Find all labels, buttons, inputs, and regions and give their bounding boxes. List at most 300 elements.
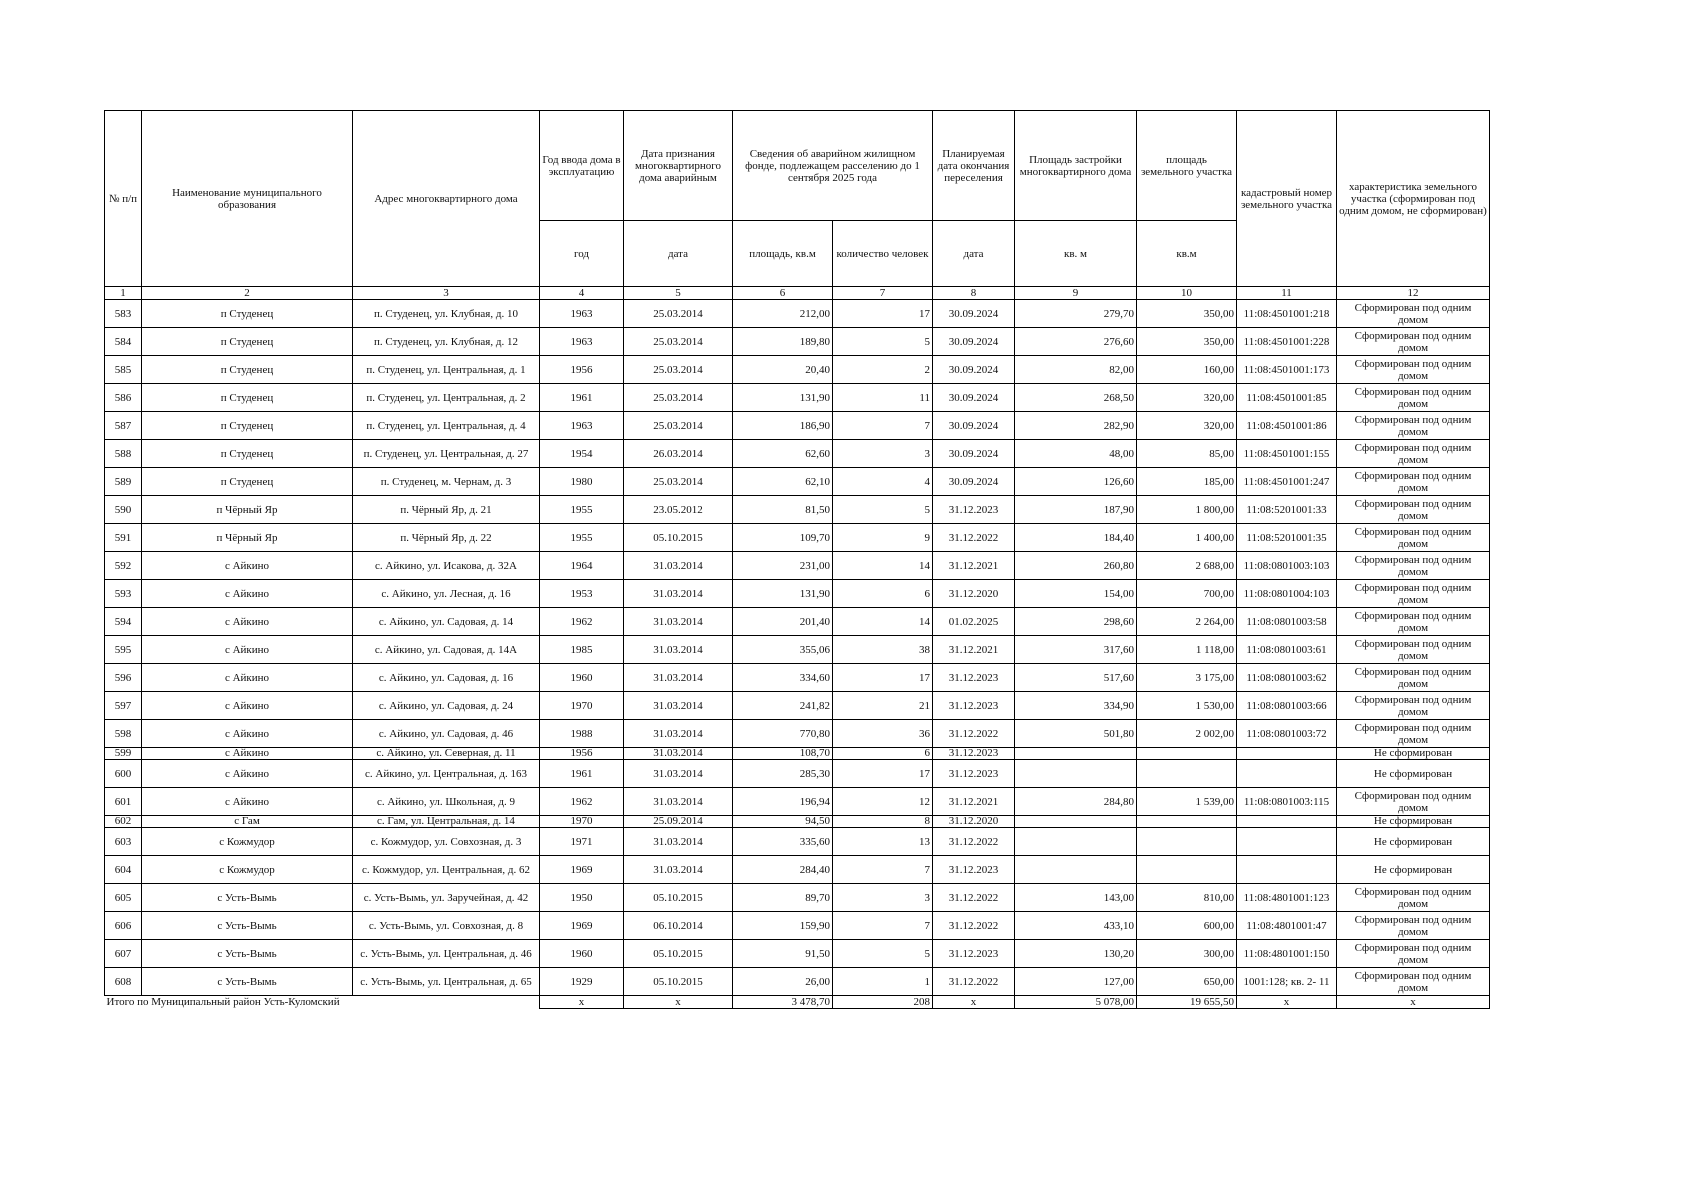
column-number: 7: [833, 287, 933, 300]
people-cell: 5: [833, 328, 933, 356]
land-area-cell: 320,00: [1137, 384, 1237, 412]
planned-date-cell: 31.12.2022: [933, 524, 1015, 552]
land-area-cell: 2 688,00: [1137, 552, 1237, 580]
cadastral-cell: 11:08:4501001:86: [1237, 412, 1337, 440]
planned-date-cell: 31.12.2021: [933, 788, 1015, 816]
table-row: [105, 884, 1490, 912]
planned-date-cell: 30.09.2024: [933, 412, 1015, 440]
municipality-cell: с Айкино: [142, 580, 353, 608]
emergency-date-cell: 25.03.2014: [624, 356, 733, 384]
people-cell: 3: [833, 884, 933, 912]
cadastral-cell: 11:08:0801003:103: [1237, 552, 1337, 580]
cadastral-cell: 11:08:0801003:66: [1237, 692, 1337, 720]
cadastral-cell: [1237, 748, 1337, 760]
building-area-cell: 282,90: [1015, 412, 1137, 440]
column-number: 6: [733, 287, 833, 300]
people-cell: 7: [833, 856, 933, 884]
people-cell: 38: [833, 636, 933, 664]
land-area-cell: [1137, 828, 1237, 856]
row-number: 605: [105, 884, 142, 912]
building-area-cell: 187,90: [1015, 496, 1137, 524]
table-row: [105, 328, 1490, 356]
planned-date-cell: 31.12.2023: [933, 692, 1015, 720]
address-cell: п. Чёрный Яр, д. 21: [353, 496, 540, 524]
planned-date-cell: 31.12.2022: [933, 884, 1015, 912]
area-cell: 94,50: [733, 816, 833, 828]
table-row: [105, 664, 1490, 692]
people-cell: 3: [833, 440, 933, 468]
year-cell: 1963: [540, 412, 624, 440]
year-cell: 1960: [540, 940, 624, 968]
land-characteristic-cell: Сформирован под одним домом: [1337, 496, 1490, 524]
people-cell: 17: [833, 760, 933, 788]
people-cell: 2: [833, 356, 933, 384]
table-row: [105, 856, 1490, 884]
land-characteristic-cell: Сформирован под одним домом: [1337, 968, 1490, 996]
municipality-cell: п Студенец: [142, 440, 353, 468]
land-area-cell: [1137, 760, 1237, 788]
row-number: 599: [105, 748, 142, 760]
emergency-date-cell: 31.03.2014: [624, 636, 733, 664]
area-cell: 212,00: [733, 300, 833, 328]
people-cell: 14: [833, 608, 933, 636]
cadastral-cell: 11:08:4801001:47: [1237, 912, 1337, 940]
address-cell: с. Айкино, ул. Школьная, д. 9: [353, 788, 540, 816]
total-row: [105, 996, 1490, 1009]
table-row: [105, 816, 1490, 828]
municipality-cell: с Айкино: [142, 748, 353, 760]
row-number: 600: [105, 760, 142, 788]
table-row: [105, 468, 1490, 496]
people-cell: 21: [833, 692, 933, 720]
total-people-cell: 208: [833, 996, 933, 1009]
year-cell: 1970: [540, 692, 624, 720]
address-cell: с. Айкино, ул. Садовая, д. 14А: [353, 636, 540, 664]
area-cell: 20,40: [733, 356, 833, 384]
total-area-cell: 3 478,70: [733, 996, 833, 1009]
year-cell: 1980: [540, 468, 624, 496]
table-row: [105, 412, 1490, 440]
people-cell: 12: [833, 788, 933, 816]
building-area-cell: 48,00: [1015, 440, 1137, 468]
area-cell: 770,80: [733, 720, 833, 748]
land-characteristic-cell: Сформирован под одним домом: [1337, 356, 1490, 384]
address-cell: п. Студенец, ул. Центральная, д. 2: [353, 384, 540, 412]
area-cell: 231,00: [733, 552, 833, 580]
land-area-cell: [1137, 748, 1237, 760]
land-characteristic-cell: Сформирован под одним домом: [1337, 720, 1490, 748]
row-number: 603: [105, 828, 142, 856]
year-cell: 1970: [540, 816, 624, 828]
land-area-cell: 160,00: [1137, 356, 1237, 384]
area-cell: 109,70: [733, 524, 833, 552]
table-row: [105, 608, 1490, 636]
header-land-area: площадь земельного участка: [1137, 111, 1237, 221]
emergency-date-cell: 31.03.2014: [624, 828, 733, 856]
land-characteristic-cell: Не сформирован: [1337, 816, 1490, 828]
row-number: 602: [105, 816, 142, 828]
row-number: 585: [105, 356, 142, 384]
address-cell: с. Кожмудор, ул. Центральная, д. 62: [353, 856, 540, 884]
cadastral-cell: 11:08:5201001:35: [1237, 524, 1337, 552]
land-characteristic-cell: Сформирован под одним домом: [1337, 524, 1490, 552]
total-char-cell: x: [1337, 996, 1490, 1009]
total-land-cell: 19 655,50: [1137, 996, 1237, 1009]
people-cell: 8: [833, 816, 933, 828]
municipality-cell: п Студенец: [142, 384, 353, 412]
year-cell: 1988: [540, 720, 624, 748]
municipality-cell: с Усть-Вымь: [142, 968, 353, 996]
municipality-cell: с Кожмудор: [142, 856, 353, 884]
municipality-cell: с Айкино: [142, 788, 353, 816]
address-cell: п. Студенец, ул. Клубная, д. 10: [353, 300, 540, 328]
unit-plan-date: дата: [933, 221, 1015, 287]
land-characteristic-cell: Сформирован под одним домом: [1337, 300, 1490, 328]
header-municipality: Наименование муниципального образования: [142, 111, 353, 287]
emergency-date-cell: 25.03.2014: [624, 384, 733, 412]
total-label: Итого по Муниципальный район Усть-Куломский: [105, 996, 540, 1009]
emergency-date-cell: 26.03.2014: [624, 440, 733, 468]
building-area-cell: 501,80: [1015, 720, 1137, 748]
land-area-cell: 85,00: [1137, 440, 1237, 468]
table-row: [105, 720, 1490, 748]
emergency-date-cell: 31.03.2014: [624, 692, 733, 720]
cadastral-cell: 11:08:0801003:115: [1237, 788, 1337, 816]
unit-land-area: кв.м: [1137, 221, 1237, 287]
cadastral-cell: 11:08:5201001:33: [1237, 496, 1337, 524]
municipality-cell: п Студенец: [142, 300, 353, 328]
address-cell: с. Усть-Вымь, ул. Центральная, д. 65: [353, 968, 540, 996]
row-number: 592: [105, 552, 142, 580]
land-characteristic-cell: Сформирован под одним домом: [1337, 884, 1490, 912]
year-cell: 1954: [540, 440, 624, 468]
municipality-cell: п Студенец: [142, 328, 353, 356]
building-area-cell: 126,60: [1015, 468, 1137, 496]
land-area-cell: 3 175,00: [1137, 664, 1237, 692]
building-area-cell: 268,50: [1015, 384, 1137, 412]
land-area-cell: 320,00: [1137, 412, 1237, 440]
header-year-built: Год ввода дома в эксплуатацию: [540, 111, 624, 221]
cadastral-cell: [1237, 828, 1337, 856]
land-characteristic-cell: Сформирован под одним домом: [1337, 580, 1490, 608]
cadastral-cell: 11:08:0801003:62: [1237, 664, 1337, 692]
building-area-cell: 127,00: [1015, 968, 1137, 996]
row-number: 583: [105, 300, 142, 328]
emergency-date-cell: 05.10.2015: [624, 940, 733, 968]
emergency-date-cell: 06.10.2014: [624, 912, 733, 940]
building-area-cell: 433,10: [1015, 912, 1137, 940]
year-cell: 1961: [540, 760, 624, 788]
municipality-cell: с Айкино: [142, 608, 353, 636]
land-characteristic-cell: Сформирован под одним домом: [1337, 636, 1490, 664]
address-cell: с. Айкино, ул. Центральная, д. 163: [353, 760, 540, 788]
area-cell: 334,60: [733, 664, 833, 692]
people-cell: 7: [833, 912, 933, 940]
cadastral-cell: 11:08:4501001:228: [1237, 328, 1337, 356]
area-cell: 241,82: [733, 692, 833, 720]
row-number: 589: [105, 468, 142, 496]
building-area-cell: 517,60: [1015, 664, 1137, 692]
cadastral-cell: 11:08:4501001:247: [1237, 468, 1337, 496]
year-cell: 1960: [540, 664, 624, 692]
emergency-date-cell: 05.10.2015: [624, 524, 733, 552]
land-characteristic-cell: Сформирован под одним домом: [1337, 664, 1490, 692]
land-area-cell: 1 539,00: [1137, 788, 1237, 816]
column-number: 4: [540, 287, 624, 300]
planned-date-cell: 30.09.2024: [933, 356, 1015, 384]
emergency-housing-table: [104, 110, 1490, 1009]
total-cad-cell: x: [1237, 996, 1337, 1009]
emergency-date-cell: 23.05.2012: [624, 496, 733, 524]
cadastral-cell: 11:08:0801004:103: [1237, 580, 1337, 608]
row-number: 597: [105, 692, 142, 720]
area-cell: 91,50: [733, 940, 833, 968]
table-row: [105, 692, 1490, 720]
land-area-cell: 1 530,00: [1137, 692, 1237, 720]
people-cell: 1: [833, 968, 933, 996]
land-area-cell: 1 118,00: [1137, 636, 1237, 664]
planned-date-cell: 31.12.2023: [933, 856, 1015, 884]
table-row: [105, 760, 1490, 788]
building-area-cell: 276,60: [1015, 328, 1137, 356]
people-cell: 13: [833, 828, 933, 856]
table-row: [105, 356, 1490, 384]
table-row: [105, 940, 1490, 968]
row-number: 587: [105, 412, 142, 440]
unit-building-area: кв. м: [1015, 221, 1137, 287]
unit-area: площадь, кв.м: [733, 221, 833, 287]
land-characteristic-cell: Сформирован под одним домом: [1337, 384, 1490, 412]
planned-date-cell: 31.12.2021: [933, 636, 1015, 664]
row-number: 591: [105, 524, 142, 552]
address-cell: с. Айкино, ул. Северная, д. 11: [353, 748, 540, 760]
address-cell: п. Студенец, ул. Центральная, д. 4: [353, 412, 540, 440]
address-cell: с. Усть-Вымь, ул. Центральная, д. 46: [353, 940, 540, 968]
planned-date-cell: 01.02.2025: [933, 608, 1015, 636]
land-characteristic-cell: Сформирован под одним домом: [1337, 692, 1490, 720]
people-cell: 5: [833, 496, 933, 524]
address-cell: с. Айкино, ул. Исакова, д. 32А: [353, 552, 540, 580]
table-row: [105, 524, 1490, 552]
emergency-date-cell: 31.03.2014: [624, 608, 733, 636]
year-cell: 1971: [540, 828, 624, 856]
people-cell: 4: [833, 468, 933, 496]
table-row: [105, 552, 1490, 580]
area-cell: 196,94: [733, 788, 833, 816]
area-cell: 26,00: [733, 968, 833, 996]
table-row: [105, 788, 1490, 816]
table-row: [105, 636, 1490, 664]
building-area-cell: 184,40: [1015, 524, 1137, 552]
cadastral-cell: 11:08:0801003:58: [1237, 608, 1337, 636]
table-row: [105, 748, 1490, 760]
land-characteristic-cell: Сформирован под одним домом: [1337, 608, 1490, 636]
address-cell: с. Айкино, ул. Садовая, д. 14: [353, 608, 540, 636]
header-emergency-fund: Сведения об аварийном жилищном фонде, подлежащем расселению до 1 сентября 2025 года: [733, 111, 933, 221]
table-row: [105, 580, 1490, 608]
people-cell: 7: [833, 412, 933, 440]
building-area-cell: 284,80: [1015, 788, 1137, 816]
municipality-cell: п Чёрный Яр: [142, 496, 353, 524]
planned-date-cell: 31.12.2023: [933, 496, 1015, 524]
header-address: Адрес многоквартирного дома: [353, 111, 540, 287]
land-area-cell: 600,00: [1137, 912, 1237, 940]
column-number: 1: [105, 287, 142, 300]
year-cell: 1956: [540, 748, 624, 760]
header-building-area: Площадь застройки многоквартирного дома: [1015, 111, 1137, 221]
column-number: 12: [1337, 287, 1490, 300]
municipality-cell: п Студенец: [142, 356, 353, 384]
building-area-cell: [1015, 828, 1137, 856]
building-area-cell: [1015, 856, 1137, 884]
year-cell: 1953: [540, 580, 624, 608]
column-number: 11: [1237, 287, 1337, 300]
cadastral-cell: 11:08:4501001:85: [1237, 384, 1337, 412]
cadastral-cell: [1237, 816, 1337, 828]
land-area-cell: 650,00: [1137, 968, 1237, 996]
cadastral-cell: 1001:128; кв. 2- 11: [1237, 968, 1337, 996]
year-cell: 1950: [540, 884, 624, 912]
emergency-date-cell: 31.03.2014: [624, 748, 733, 760]
cadastral-cell: 11:08:4501001:173: [1237, 356, 1337, 384]
emergency-date-cell: 31.03.2014: [624, 788, 733, 816]
area-cell: 285,30: [733, 760, 833, 788]
building-area-cell: 82,00: [1015, 356, 1137, 384]
land-area-cell: 1 800,00: [1137, 496, 1237, 524]
planned-date-cell: 31.12.2021: [933, 552, 1015, 580]
unit-people: количество человек: [833, 221, 933, 287]
address-cell: с. Айкино, ул. Садовая, д. 16: [353, 664, 540, 692]
area-cell: 108,70: [733, 748, 833, 760]
municipality-cell: п Студенец: [142, 468, 353, 496]
land-characteristic-cell: Не сформирован: [1337, 828, 1490, 856]
building-area-cell: 334,90: [1015, 692, 1137, 720]
year-cell: 1962: [540, 608, 624, 636]
row-number: 598: [105, 720, 142, 748]
area-cell: 186,90: [733, 412, 833, 440]
building-area-cell: 260,80: [1015, 552, 1137, 580]
table-row: [105, 828, 1490, 856]
land-characteristic-cell: Сформирован под одним домом: [1337, 940, 1490, 968]
address-cell: с. Айкино, ул. Садовая, д. 46: [353, 720, 540, 748]
municipality-cell: с Айкино: [142, 636, 353, 664]
municipality-cell: с Усть-Вымь: [142, 940, 353, 968]
building-area-cell: 130,20: [1015, 940, 1137, 968]
emergency-date-cell: 31.03.2014: [624, 856, 733, 884]
land-area-cell: 2 002,00: [1137, 720, 1237, 748]
area-cell: 355,06: [733, 636, 833, 664]
land-characteristic-cell: Сформирован под одним домом: [1337, 328, 1490, 356]
cadastral-cell: 11:08:4801001:123: [1237, 884, 1337, 912]
emergency-date-cell: 31.03.2014: [624, 552, 733, 580]
address-cell: п. Студенец, ул. Центральная, д. 27: [353, 440, 540, 468]
municipality-cell: с Айкино: [142, 664, 353, 692]
people-cell: 5: [833, 940, 933, 968]
area-cell: 201,40: [733, 608, 833, 636]
building-area-cell: 154,00: [1015, 580, 1137, 608]
column-number: 3: [353, 287, 540, 300]
planned-date-cell: 31.12.2023: [933, 760, 1015, 788]
land-characteristic-cell: Сформирован под одним домом: [1337, 552, 1490, 580]
table-row: [105, 968, 1490, 996]
municipality-cell: с Усть-Вымь: [142, 912, 353, 940]
land-area-cell: 350,00: [1137, 300, 1237, 328]
planned-date-cell: 31.12.2022: [933, 968, 1015, 996]
area-cell: 62,10: [733, 468, 833, 496]
area-cell: 62,60: [733, 440, 833, 468]
people-cell: 36: [833, 720, 933, 748]
municipality-cell: с Айкино: [142, 720, 353, 748]
header-land-characteristic: характеристика земельного участка (сформирован под одним домом, не сформирован): [1337, 111, 1490, 287]
land-characteristic-cell: Не сформирован: [1337, 760, 1490, 788]
building-area-cell: 317,60: [1015, 636, 1137, 664]
cadastral-cell: [1237, 856, 1337, 884]
cadastral-cell: 11:08:4501001:218: [1237, 300, 1337, 328]
building-area-cell: [1015, 748, 1137, 760]
column-number: 10: [1137, 287, 1237, 300]
area-cell: 159,90: [733, 912, 833, 940]
planned-date-cell: 31.12.2020: [933, 580, 1015, 608]
header-planned-date: Планируемая дата окончания переселения: [933, 111, 1015, 221]
planned-date-cell: 31.12.2023: [933, 664, 1015, 692]
municipality-cell: с Айкино: [142, 552, 353, 580]
land-characteristic-cell: Сформирован под одним домом: [1337, 912, 1490, 940]
land-area-cell: 810,00: [1137, 884, 1237, 912]
land-characteristic-cell: Сформирован под одним домом: [1337, 468, 1490, 496]
column-number: 2: [142, 287, 353, 300]
building-area-cell: [1015, 760, 1137, 788]
building-area-cell: [1015, 816, 1137, 828]
year-cell: 1961: [540, 384, 624, 412]
address-cell: п. Студенец, м. Чернам, д. 3: [353, 468, 540, 496]
emergency-date-cell: 25.03.2014: [624, 328, 733, 356]
year-cell: 1969: [540, 912, 624, 940]
address-cell: с. Усть-Вымь, ул. Совхозная, д. 8: [353, 912, 540, 940]
row-number: 595: [105, 636, 142, 664]
land-characteristic-cell: Сформирован под одним домом: [1337, 788, 1490, 816]
planned-date-cell: 31.12.2022: [933, 720, 1015, 748]
municipality-cell: с Кожмудор: [142, 828, 353, 856]
row-number: 593: [105, 580, 142, 608]
year-cell: 1963: [540, 300, 624, 328]
address-cell: с. Кожмудор, ул. Совхозная, д. 3: [353, 828, 540, 856]
area-cell: 131,90: [733, 384, 833, 412]
planned-date-cell: 30.09.2024: [933, 328, 1015, 356]
address-cell: п. Студенец, ул. Центральная, д. 1: [353, 356, 540, 384]
header-row-1: [105, 111, 1490, 221]
emergency-date-cell: 25.03.2014: [624, 300, 733, 328]
header-cadastral: кадастровый номер земельного участка: [1237, 111, 1337, 287]
table-row: [105, 496, 1490, 524]
year-cell: 1956: [540, 356, 624, 384]
emergency-date-cell: 31.03.2014: [624, 664, 733, 692]
address-cell: п. Студенец, ул. Клубная, д. 12: [353, 328, 540, 356]
header-num: № п/п: [105, 111, 142, 287]
land-area-cell: 350,00: [1137, 328, 1237, 356]
row-number: 606: [105, 912, 142, 940]
area-cell: 89,70: [733, 884, 833, 912]
municipality-cell: с Айкино: [142, 760, 353, 788]
address-cell: с. Айкино, ул. Садовая, д. 24: [353, 692, 540, 720]
land-characteristic-cell: Сформирован под одним домом: [1337, 440, 1490, 468]
cadastral-cell: [1237, 760, 1337, 788]
row-number: 590: [105, 496, 142, 524]
land-area-cell: 1 400,00: [1137, 524, 1237, 552]
planned-date-cell: 30.09.2024: [933, 384, 1015, 412]
row-number: 594: [105, 608, 142, 636]
area-cell: 284,40: [733, 856, 833, 884]
row-number: 584: [105, 328, 142, 356]
